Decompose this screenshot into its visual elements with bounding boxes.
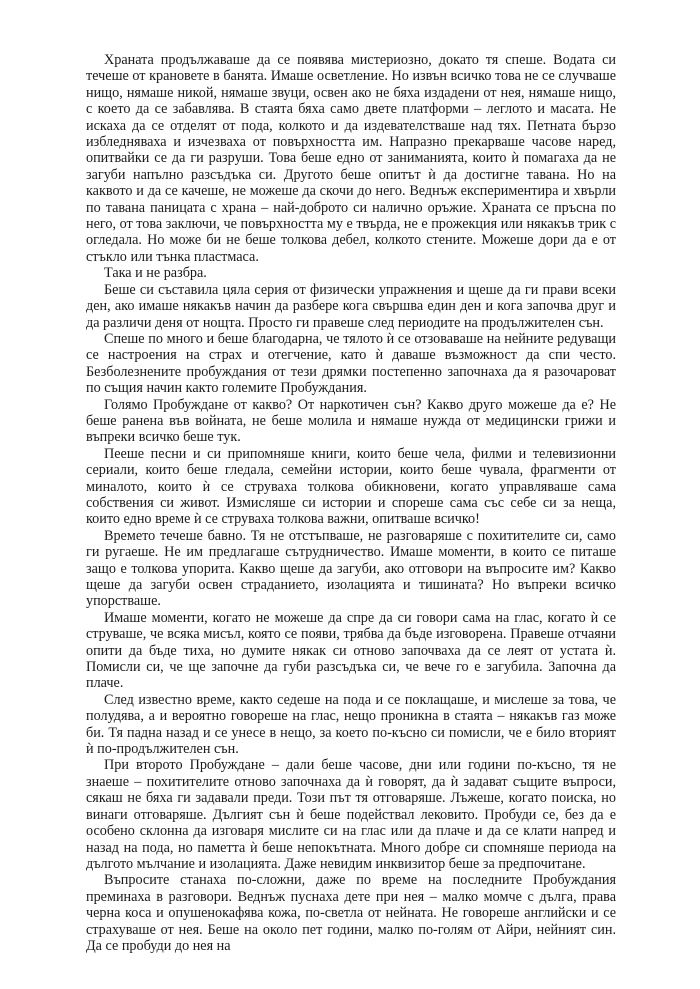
paragraph-6: Пееше песни и си припомняше книги, които беше чела, филми и телевизионни сериали, които беше гледала, семейни истории, които беше чувала, фрагменти от миналото, които ѝ се струваха толкова обикновени, когато управляваше сама собствения си живот. Измисляше си истории и спореше сама със себе си за неща, които едно време ѝ се струваха толкова важни, опитваше всичко! bbox=[86, 445, 616, 528]
paragraph-2: Така и не разбра. bbox=[104, 265, 207, 282]
paragraph-5: Голямо Пробуждане от какво? От наркотичен сън? Какво друго можеше да е? Не беше ранена във войната, не беше молила и нямаше нужда от медицински грижи и въпреки всичко беше тук. bbox=[86, 396, 616, 446]
paragraph-11: Въпросите станаха по-сложни, даже по време на последните Пробуждания преминаха в разговори. Веднъж пуснаха дете при нея – малко момче с дълга, права черна коса и опушенокафява кожа, по-светла от нейната. Не говореше английски и се страхуваше от нея. Беше на около пет години, малко по-голям от Айри, нейният син. Да се пробуди до нея на bbox=[86, 872, 616, 954]
paragraph-4: Спеше по много и беше благодарна, че тялото ѝ се отзоваваше на нейните редуващи се настроения на страх и отегчение, като ѝ даваше възможност да спи често. Безболезнените пробуждания от тези дрямки постепенно започнаха да я разочароват по същия начин както големите Пробуждания. bbox=[86, 330, 616, 397]
paragraph-8: Имаше моменти, когато не можеше да спре да си говори сама на глас, когато ѝ се струваше, че всяка мисъл, която се появи, трябва да бъде изговорена. Правеше отчаяни опити да бъде тиха, но думите някак си отново започваха да се леят от устата ѝ. Помисли си, че ще започне да губи разсъдъка си, че вече го е загубила. Започна да плаче. bbox=[86, 609, 616, 692]
paragraph-7: Времето течеше бавно. Тя не отстъпваше, не разговаряше с похитителите си, само ги ругаеше. Не им предлагаше сътрудничество. Имаше моменти, в които се питаше защо е толкова упорита. Какво щеше да загуби, ако отговори на въпросите им? Какво щеше да загуби освен страданието, изолацията и тишината? Но въпреки всичко упорстваше. bbox=[86, 527, 616, 610]
paragraph-10: При второто Пробуждане – дали беше часове, дни или години по-късно, тя не знаеше – похитителите отново започнаха да ѝ говорят, да ѝ задават същите въпроси, сякаш не бяха ги задавали преди. Този път тя отговаряше. Лъжеше, когато поиска, но винаги отговаряше. Дългият сън ѝ беше подействал лековито. Пробуди се, без да е особено склонна да изговаря мислите си на глас или да плаче и да се клати напред и назад на пода, но паметта ѝ беше непокътната. Много добре си спомняше периода на дългото мълчание и изолацията. Даже невидим инквизитор беше за предпочитане. bbox=[86, 757, 616, 872]
paragraph-9: След известно време, както седеше на пода и се поклащаше, и мислеше за това, че полудява, а и вероятно говореше на глас, нещо проникна в стаята – някакъв газ може би. Тя падна назад и се унесе в нещо, за което по-късно си помисли, че е било вторият ѝ по-продължителен сън. bbox=[86, 691, 616, 758]
paragraph-3: Беше си съставила цяла серия от физически упражнения и щеше да ги прави всеки ден, ако имаше някакъв начин да разбере кога свършва един ден и кога започва друг и да различи деня от нощта. Просто ги правеше след периодите на продължителен сън. bbox=[86, 281, 616, 331]
document-page bbox=[86, 52, 616, 954]
paragraph-1: Храната продължаваше да се появява мистериозно, докато тя спеше. Водата си течеше от крановете в банята. Имаше осветление. Но извън всичко това не се случваше нищо, нямаше никой, нямаше звуци, освен ако не бяха издадени от нея, нямаше нищо, с което да се забавлява. В стаята бяха само двете платформи – леглото и масата. Не искаха да се отделят от пода, колкото и да издевателстваше над тях. Петната бързо избледняваха и изчезваха от повърхността им. Напразно прекарваше часове наред, опитвайки се да ги разруши. Това беше едно от заниманията, които ѝ помагаха да не загуби напълно разсъдъка си. Другото беше опитът ѝ да достигне тавана. Но на каквото и да се качеше, не можеше да скочи до него. Веднъж експериментира и хвърли по тавана паницата с храна – най-доброто си налично оръжие. Храната се пръсна по него, от това заключи, че повърхността му е твърда, не е прожекция или някакъв трик с огледала. Но може би не беше толкова дебел, колкото стените. Можеше дори да е от стъкло или тънка пластмаса. bbox=[86, 52, 616, 265]
